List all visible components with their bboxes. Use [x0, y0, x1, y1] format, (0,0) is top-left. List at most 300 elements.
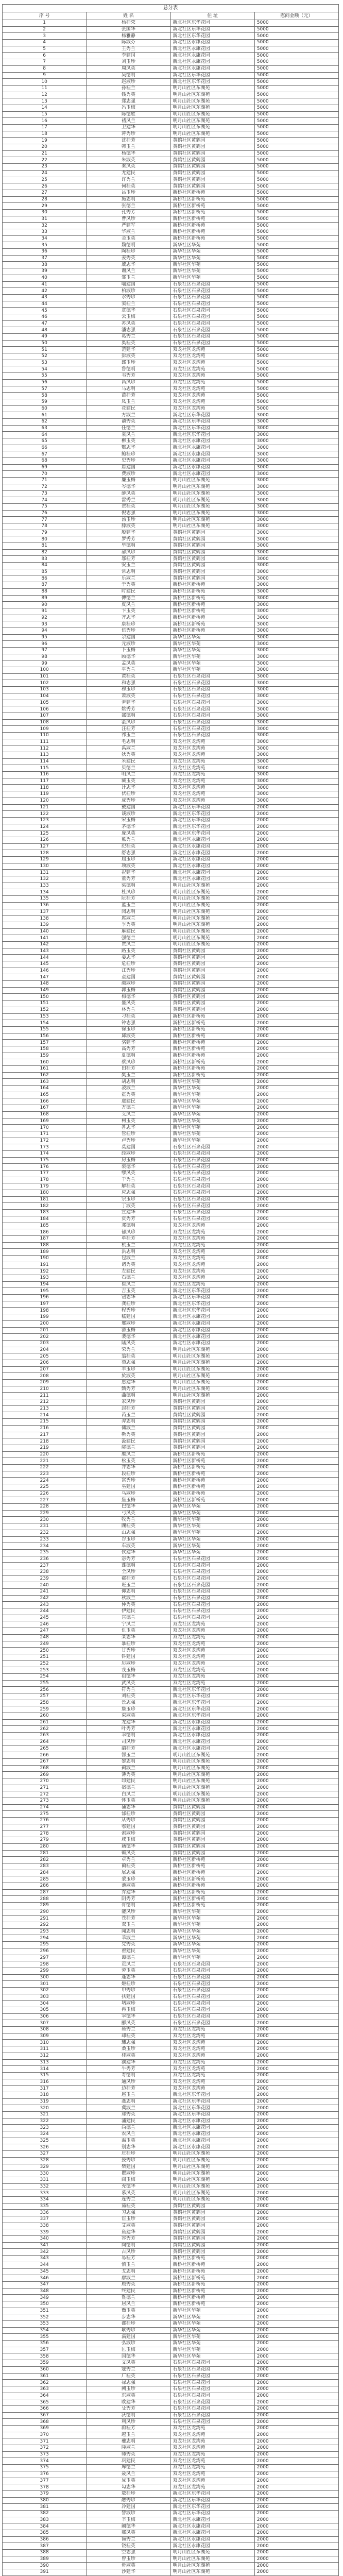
amount-cell: 2000 [254, 1883, 338, 1889]
address-cell: 新桥社区新桥苑 [170, 1903, 254, 1909]
row-number-cell: 242 [3, 1595, 87, 1602]
address-cell: 新华社区华苑 [170, 2341, 254, 2347]
name-cell: 潘志强 [87, 327, 170, 334]
table-row [3, 2399, 339, 2406]
name-cell: 濮建华 [87, 2059, 170, 2066]
amount-cell: 2000 [254, 2053, 338, 2059]
amount-cell: 2000 [254, 1380, 338, 1386]
amount-cell: 5000 [254, 203, 338, 210]
amount-cell: 2000 [254, 2131, 338, 2138]
name-cell: 应志强 [87, 1190, 170, 1197]
row-number-cell: 363 [3, 2386, 87, 2393]
address-cell: 双龙社区龙湾苑 [170, 1648, 254, 1654]
address-cell: 新桥社区新桥苑 [170, 1026, 254, 1033]
row-number-cell: 246 [3, 1621, 87, 1628]
row-number-cell: 141 [3, 935, 87, 942]
address-cell: 新华社区华苑 [170, 1131, 254, 1138]
name-cell: 司凤珍 [87, 1739, 170, 1745]
amount-cell: 3000 [254, 608, 338, 615]
address-cell: 双龙社区龙湾苑 [170, 2040, 254, 2046]
address-cell: 黄鹤社区黄鹤园 [170, 530, 254, 536]
amount-cell: 2000 [254, 1438, 338, 1445]
row-number-cell: 250 [3, 1648, 87, 1654]
row-number-cell: 147 [3, 974, 87, 981]
row-number-cell: 255 [3, 1680, 87, 1687]
address-cell: 新桥社区新桥苑 [170, 1870, 254, 1876]
amount-cell: 2000 [254, 1948, 338, 1955]
address-cell: 双龙社区龙湾苑 [170, 386, 254, 393]
address-cell: 新北社区东华花园 [170, 817, 254, 824]
amount-cell: 5000 [254, 340, 338, 347]
name-cell: 皮凤兰 [87, 602, 170, 608]
amount-cell: 2000 [254, 1563, 338, 1569]
name-cell: 於淑英 [87, 1373, 170, 1380]
table-row [3, 1928, 339, 1935]
name-cell: 花建民 [87, 405, 170, 412]
name-cell: 蒋秀珍 [87, 131, 170, 138]
row-number-cell: 107 [3, 713, 87, 719]
name-cell: 都桂珍 [87, 2321, 170, 2328]
amount-cell: 2000 [254, 1334, 338, 1341]
table-row [3, 1405, 339, 1412]
row-number-cell: 36 [3, 249, 87, 256]
amount-cell: 5000 [254, 393, 338, 399]
row-number-cell: 85 [3, 569, 87, 575]
address-cell: 明月山社区东湖苑 [170, 1798, 254, 1805]
amount-cell: 3000 [254, 654, 338, 660]
row-number-cell: 362 [3, 2380, 87, 2386]
amount-cell: 2000 [254, 1818, 338, 1824]
address-cell: 明月山社区东湖苑 [170, 1347, 254, 1353]
address-cell: 新华社区华苑 [170, 255, 254, 262]
name-cell: 危桂珍 [87, 961, 170, 968]
name-cell: 罗秀芳 [87, 536, 170, 543]
amount-cell: 5000 [254, 347, 338, 353]
name-cell: 宁凤兰 [87, 1621, 170, 1628]
row-number-cell: 63 [3, 425, 87, 432]
table-row [3, 425, 339, 432]
name-cell: 禹淑兰 [87, 745, 170, 752]
address-cell: 石泉社区石泉花园 [170, 1968, 254, 1974]
name-cell: 韩玉兰 [87, 144, 170, 151]
amount-cell: 5000 [254, 59, 338, 66]
row-number-cell: 66 [3, 445, 87, 451]
address-cell: 新华社区华苑 [170, 1118, 254, 1125]
name-cell: 杨德华 [87, 150, 170, 157]
name-cell: 凌淑兰 [87, 1086, 170, 1092]
row-number-cell: 134 [3, 889, 87, 896]
amount-cell: 2000 [254, 2478, 338, 2484]
table-row [3, 1098, 339, 1105]
table-row [3, 2341, 339, 2347]
amount-cell: 2000 [254, 1177, 338, 1183]
table-row [3, 1778, 339, 1785]
name-cell: 单桂芳 [87, 1235, 170, 1242]
table-row [3, 418, 339, 425]
address-cell: 明月山社区东湖苑 [170, 928, 254, 935]
amount-cell: 3000 [254, 765, 338, 772]
table-row [3, 1026, 339, 1033]
row-number-cell: 269 [3, 1772, 87, 1778]
row-number-cell: 73 [3, 490, 87, 497]
row-number-cell: 360 [3, 2366, 87, 2373]
amount-cell: 2000 [254, 2465, 338, 2471]
address-cell: 新北社区东华花园 [170, 2098, 254, 2105]
row-number-cell: 11 [3, 85, 87, 92]
amount-cell: 5000 [254, 373, 338, 380]
row-number-cell: 243 [3, 1602, 87, 1608]
name-cell: 国德华 [87, 2353, 170, 2360]
address-cell: 双龙社区龙湾苑 [170, 2432, 254, 2438]
name-cell: 慕凤英 [87, 2190, 170, 2197]
table-row [3, 2131, 339, 2138]
table-row [3, 2288, 339, 2295]
name-cell: 严建军 [87, 223, 170, 229]
row-number-cell: 112 [3, 745, 87, 752]
address-cell: 新华社区华苑 [170, 249, 254, 256]
row-number-cell: 111 [3, 739, 87, 745]
row-number-cell: 314 [3, 2066, 87, 2073]
amount-cell: 2000 [254, 1785, 338, 1791]
name-cell: 束淑英 [87, 1713, 170, 1720]
amount-cell: 2000 [254, 2341, 338, 2347]
amount-cell: 3000 [254, 445, 338, 451]
address-cell: 明月山社区东湖苑 [170, 1791, 254, 1798]
address-cell: 明月山社区东湖苑 [170, 909, 254, 916]
table-row [3, 1425, 339, 1432]
table-row [3, 1621, 339, 1628]
name-cell: 廉玉梅 [87, 478, 170, 484]
table-row [3, 262, 339, 268]
row-number-cell: 351 [3, 2308, 87, 2314]
table-row [3, 490, 339, 497]
name-cell: 冷建国 [87, 2504, 170, 2511]
column-header-no: 序 号 [3, 12, 87, 20]
row-number-cell: 377 [3, 2478, 87, 2484]
table-row [3, 804, 339, 811]
table-row [3, 1111, 339, 1118]
address-cell: 新桥社区新桥苑 [170, 1896, 254, 1903]
name-cell: 郗桂芳 [87, 1575, 170, 1582]
table-row [3, 1131, 339, 1138]
address-cell: 新北社区东华花园 [170, 1706, 254, 1713]
amount-cell: 5000 [254, 235, 338, 242]
address-cell: 石泉社区石泉花园 [170, 1608, 254, 1615]
table-row [3, 1726, 339, 1733]
address-cell: 双龙社区龙湾苑 [170, 1268, 254, 1275]
name-cell: 牧秀兰 [87, 1517, 170, 1523]
address-cell: 明月山社区东湖苑 [170, 131, 254, 138]
address-cell: 新桥社区新桥苑 [170, 582, 254, 589]
amount-cell: 2000 [254, 2405, 338, 2412]
address-cell: 石泉社区石泉花园 [170, 1981, 254, 1988]
name-cell: 程秀珍 [87, 1308, 170, 1314]
amount-cell: 2000 [254, 1255, 338, 1262]
row-number-cell: 337 [3, 2216, 87, 2223]
table-row [3, 1563, 339, 1569]
amount-cell: 5000 [254, 33, 338, 40]
table-row [3, 72, 339, 79]
column-header-address: 住 址 [170, 12, 254, 20]
name-cell: 时建民 [87, 588, 170, 595]
row-number-cell: 372 [3, 2445, 87, 2452]
address-cell: 新北社区东华花园 [170, 79, 254, 86]
amount-cell: 2000 [254, 1504, 338, 1511]
address-cell: 石泉社区石泉花园 [170, 2399, 254, 2406]
table-row [3, 745, 339, 752]
row-number-cell: 245 [3, 1615, 87, 1621]
row-number-cell: 169 [3, 1118, 87, 1125]
address-cell: 新北社区永康花园 [170, 2144, 254, 2151]
name-cell: 贲秀芳 [87, 1216, 170, 1223]
amount-cell: 2000 [254, 2497, 338, 2504]
amount-cell: 2000 [254, 837, 338, 843]
amount-cell: 2000 [254, 1804, 338, 1811]
amount-cell: 2000 [254, 2118, 338, 2125]
name-cell: 郁凤珍 [87, 1229, 170, 1236]
amount-cell: 2000 [254, 2268, 338, 2275]
table-row [3, 732, 339, 739]
address-cell: 新北社区东华花园 [170, 1308, 254, 1314]
name-cell: 武凤英 [87, 1680, 170, 1687]
row-number-cell: 293 [3, 1928, 87, 1935]
address-cell: 双龙社区龙湾苑 [170, 745, 254, 752]
row-number-cell: 288 [3, 1896, 87, 1903]
row-number-cell: 84 [3, 563, 87, 569]
address-cell: 双龙社区龙湾苑 [170, 2072, 254, 2079]
name-cell: 岑德华 [87, 484, 170, 490]
amount-cell: 2000 [254, 2360, 338, 2367]
amount-cell: 3000 [254, 503, 338, 510]
table-row [3, 2393, 339, 2399]
address-cell: 双龙社区龙湾苑 [170, 758, 254, 765]
row-number-cell: 89 [3, 595, 87, 602]
address-cell: 新桥社区新桥苑 [170, 2301, 254, 2308]
table-row [3, 1059, 339, 1066]
amount-cell: 5000 [254, 223, 338, 229]
row-number-cell: 96 [3, 641, 87, 648]
name-cell: 蒙玉珍 [87, 1876, 170, 1883]
name-cell: 祁玉兰 [87, 732, 170, 739]
name-cell: 山志强 [87, 1530, 170, 1536]
amount-cell: 2000 [254, 2458, 338, 2465]
row-number-cell: 50 [3, 340, 87, 347]
row-number-cell: 231 [3, 1523, 87, 1530]
address-cell: 石泉社区石泉花园 [170, 320, 254, 327]
name-cell: 万德兰 [87, 1105, 170, 1112]
table-row [3, 530, 339, 536]
name-cell: 龙建华 [87, 1719, 170, 1726]
row-number-cell: 301 [3, 1981, 87, 1988]
address-cell: 新桥社区新桥苑 [170, 588, 254, 595]
amount-cell: 2000 [254, 1412, 338, 1419]
name-cell: 却桂英 [87, 2033, 170, 2040]
table-row [3, 209, 339, 216]
table-row [3, 1223, 339, 1229]
name-cell: 阙玉珍 [87, 2386, 170, 2393]
amount-cell: 2000 [254, 1556, 338, 1563]
amount-cell: 5000 [254, 98, 338, 105]
address-cell: 明月山社区东湖苑 [170, 883, 254, 889]
address-cell: 新华社区华苑 [170, 1079, 254, 1086]
table-row [3, 2347, 339, 2353]
address-cell: 明月山社区东湖苑 [170, 889, 254, 896]
table-row [3, 2353, 339, 2360]
row-number-cell: 345 [3, 2268, 87, 2275]
table-row [3, 1177, 339, 1183]
name-cell: 卜玉梅 [87, 648, 170, 654]
address-cell: 明月山社区东湖苑 [170, 2550, 254, 2556]
address-cell: 新北社区东华花园 [170, 72, 254, 79]
table-row [3, 739, 339, 745]
name-cell: 厍德兰 [87, 2465, 170, 2471]
name-cell: 诸秀英 [87, 1262, 170, 1268]
row-number-cell: 385 [3, 2530, 87, 2537]
row-number-cell: 376 [3, 2471, 87, 2478]
address-cell: 双龙社区龙湾苑 [170, 2046, 254, 2053]
table-row [3, 765, 339, 772]
address-cell: 双龙社区龙湾苑 [170, 1229, 254, 1236]
table-row [3, 772, 339, 778]
address-cell: 黄鹤社区黄鹤园 [170, 1824, 254, 1831]
row-number-cell: 145 [3, 961, 87, 968]
row-number-cell: 338 [3, 2223, 87, 2229]
amount-cell: 2000 [254, 1569, 338, 1575]
amount-cell: 2000 [254, 1007, 338, 1013]
row-number-cell: 108 [3, 719, 87, 726]
row-number-cell: 340 [3, 2236, 87, 2243]
row-number-cell: 323 [3, 2125, 87, 2131]
amount-cell: 2000 [254, 1386, 338, 1393]
name-cell: 松玉英 [87, 1458, 170, 1465]
amount-cell: 5000 [254, 308, 338, 314]
address-cell: 明月山社区东湖苑 [170, 92, 254, 98]
name-cell: 凤玉兰 [87, 399, 170, 405]
row-number-cell: 138 [3, 916, 87, 922]
name-cell: 窦桂兰 [87, 301, 170, 308]
table-row [3, 2550, 339, 2556]
name-cell: 水秀珍 [87, 294, 170, 301]
name-cell: 曹凤珍 [87, 216, 170, 223]
amount-cell: 2000 [254, 1216, 338, 1223]
address-cell: 新北社区永康花园 [170, 1327, 254, 1334]
table-row [3, 1556, 339, 1563]
address-cell: 新华社区华苑 [170, 648, 254, 654]
address-cell: 新北社区东华花园 [170, 824, 254, 831]
name-cell: 强德兰 [87, 935, 170, 942]
table-row [3, 1922, 339, 1929]
amount-cell: 2000 [254, 2001, 338, 2007]
amount-cell: 2000 [254, 1451, 338, 1458]
table-row [3, 1380, 339, 1386]
address-cell: 新桥社区新桥苑 [170, 196, 254, 203]
table-row [3, 2268, 339, 2275]
address-cell: 明月山社区东湖苑 [170, 517, 254, 523]
table-row [3, 2262, 339, 2268]
amount-cell: 3000 [254, 530, 338, 536]
table-row [3, 150, 339, 157]
amount-cell: 5000 [254, 281, 338, 288]
name-cell: 宗玉珍 [87, 1196, 170, 1203]
amount-cell: 2000 [254, 2229, 338, 2236]
table-row [3, 164, 339, 171]
table-row [3, 92, 339, 98]
name-cell: 常志明 [87, 569, 170, 575]
table-row [3, 2007, 339, 2014]
name-cell: 卞玉英 [87, 608, 170, 615]
name-cell: 史秀珍 [87, 458, 170, 465]
name-cell: 那凤英 [87, 2530, 170, 2537]
table-row [3, 2412, 339, 2419]
name-cell: 耿秀珍 [87, 2327, 170, 2334]
name-cell: 燕志明 [87, 2098, 170, 2105]
amount-cell: 2000 [254, 987, 338, 994]
amount-cell: 2000 [254, 1824, 338, 1831]
address-cell: 黄鹤社区黄鹤园 [170, 150, 254, 157]
row-number-cell: 208 [3, 1373, 87, 1380]
row-number-cell: 282 [3, 1857, 87, 1863]
address-cell: 黄鹤社区黄鹤园 [170, 1804, 254, 1811]
table-row [3, 1432, 339, 1438]
name-cell: 雷秀兰 [87, 497, 170, 504]
amount-cell: 2000 [254, 2301, 338, 2308]
amount-cell: 3000 [254, 432, 338, 438]
address-cell: 双龙社区龙湾苑 [170, 2033, 254, 2040]
name-cell: 堵淑珍 [87, 2001, 170, 2007]
amount-cell: 5000 [254, 170, 338, 177]
amount-cell: 2000 [254, 1595, 338, 1602]
table-row [3, 451, 339, 458]
table-row [3, 968, 339, 974]
table-row [3, 1903, 339, 1909]
name-cell: 徐玉珍 [87, 1026, 170, 1033]
amount-cell: 2000 [254, 1086, 338, 1092]
name-cell: 杨桂荣 [87, 20, 170, 27]
table-row [3, 79, 339, 86]
row-number-cell: 80 [3, 536, 87, 543]
amount-cell: 2000 [254, 1125, 338, 1131]
address-cell: 石泉社区石泉花园 [170, 1210, 254, 1216]
row-number-cell: 105 [3, 700, 87, 706]
address-cell: 新北社区永康花园 [170, 2138, 254, 2144]
amount-cell: 2000 [254, 1994, 338, 2001]
name-cell: 安玉兰 [87, 563, 170, 569]
name-cell: 靳秀英 [87, 1432, 170, 1438]
address-cell: 新北社区永康花园 [170, 1719, 254, 1726]
amount-cell: 2000 [254, 1471, 338, 1478]
table-row [3, 379, 339, 386]
name-cell: 孔秀芳 [87, 209, 170, 216]
table-row [3, 2236, 339, 2243]
amount-cell: 2000 [254, 2275, 338, 2282]
row-number-cell: 241 [3, 1589, 87, 1596]
name-cell: 暴桂珍 [87, 1641, 170, 1648]
amount-cell: 2000 [254, 2295, 338, 2301]
table-row [3, 706, 339, 713]
table-row [3, 2216, 339, 2223]
amount-cell: 2000 [254, 1138, 338, 1144]
name-cell: 茹桂英 [87, 2203, 170, 2210]
name-cell: 王秀兰 [87, 46, 170, 53]
amount-cell: 2000 [254, 1118, 338, 1125]
row-number-cell: 317 [3, 2086, 87, 2092]
amount-cell: 2000 [254, 2105, 338, 2112]
name-cell: 冉玉梅 [87, 2007, 170, 2014]
address-cell: 双龙社区龙湾苑 [170, 2484, 254, 2491]
table-row [3, 1340, 339, 1347]
table-row [3, 1040, 339, 1046]
address-cell: 双龙社区龙湾苑 [170, 405, 254, 412]
